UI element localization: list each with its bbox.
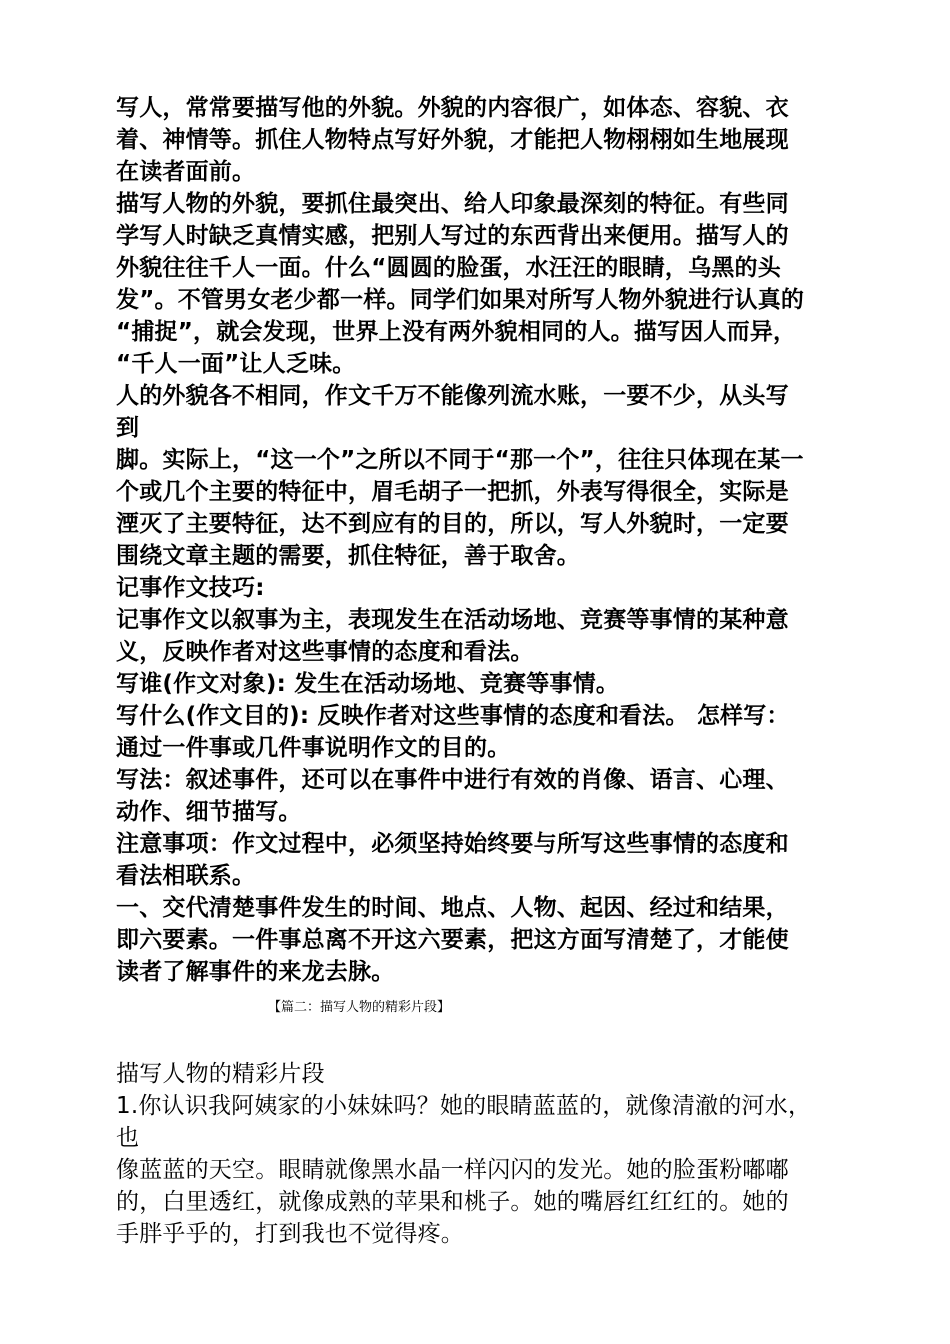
text-line: 外貌往往千人一面。什么“圆圆的脸蛋，水汪汪的眼睛，乌黑的头	[116, 255, 781, 281]
section-character-passages	[116, 1058, 836, 1250]
text-line: 到	[116, 415, 140, 441]
text-line: 一、交代清楚事件发生的时间、地点、人物、起因、经过和结果，	[116, 895, 789, 921]
text-line: “捕捉”，就会发现，世界上没有两外貌相同的人。描写因人而异，	[116, 319, 797, 345]
spacer	[116, 1038, 836, 1058]
text-line: 人的外貌各不相同，作文千万不能像列流水账，一要不少，从头写	[116, 383, 789, 409]
text-line: 看法相联系。	[116, 863, 256, 889]
section-title: 描写人物的精彩片段	[116, 1061, 325, 1087]
text-line: 发”。不管男女老少都一样。同学们如果对所写人物外貌进行认真的	[116, 287, 805, 313]
text-line: 着、神情等。抓住人物特点写好外貌，才能把人物栩栩如生地展现	[116, 127, 789, 153]
text-line: 学写人时缺乏真情实感，把别人写过的东西背出来便用。描写人的	[116, 223, 789, 249]
text-line: 写什么(作文目的): 反映作者对这些事情的态度和看法。 怎样写：	[116, 703, 790, 729]
text-line: 动作、细节描写。	[116, 799, 302, 825]
text-line: 写人，常常要描写他的外貌。外貌的内容很广，如体态、容貌、衣	[116, 95, 789, 121]
section-appearance-and-narration	[116, 92, 836, 988]
text-line: 在读者面前。	[116, 159, 256, 185]
text-line: 义，反映作者对这些事情的态度和看法。	[116, 639, 534, 665]
text-line: 也	[116, 1125, 140, 1151]
text-line: “千人一面”让人乏味。	[116, 351, 356, 377]
text-line: 描写人物的外貌，要抓住最突出、给人印象最深刻的特征。有些同	[116, 191, 789, 217]
text-line: 手胖乎乎的，打到我也不觉得疼。	[116, 1221, 464, 1247]
text-line: 写谁(作文对象): 发生在活动场地、竞赛等事情。	[116, 671, 620, 697]
text-line: 读者了解事件的来龙去脉。	[116, 959, 395, 985]
section-caption: 【篇二：描写人物的精彩片段】	[268, 1000, 451, 1015]
text-line: 围绕文章主题的需要，抓住特征，善于取舍。	[116, 543, 580, 569]
text-line: 个或几个主要的特征中，眉毛胡子一把抓，外表写得很全，实际是	[116, 479, 789, 505]
text-line: 写法：叙述事件，还可以在事件中进行有效的肖像、语言、心理、	[116, 767, 789, 793]
text-line: 脚。实际上，“这一个”之所以不同于“那一个”，往往只体现在某一	[116, 447, 804, 473]
text-line: 1.你认识我阿姨家的小妹妹吗？她的眼睛蓝蓝的，就像清澈的河水，	[116, 1093, 812, 1119]
text-line: 注意事项：作文过程中，必须坚持始终要与所写这些事情的态度和	[116, 831, 789, 857]
document-page	[116, 92, 836, 1250]
text-line: 记事作文以叙事为主，表现发生在活动场地、竞赛等事情的某种意	[116, 607, 789, 633]
text-line: 的，白里透红，就像成熟的苹果和桃子。她的嘴唇红红红的。她的	[116, 1189, 789, 1215]
text-line: 湮灭了主要特征，达不到应有的目的，所以，写人外貌时，一定要	[116, 511, 789, 537]
text-line: 像蓝蓝的天空。眼睛就像黑水晶一样闪闪的发光。她的脸蛋粉嘟嘟	[116, 1157, 789, 1183]
text-line: 即六要素。一件事总离不开这六要素，把这方面写清楚了，才能使	[116, 927, 789, 953]
text-line: 通过一件事或几件事说明作文的目的。	[116, 735, 511, 761]
section-heading: 记事作文技巧:	[116, 575, 265, 601]
